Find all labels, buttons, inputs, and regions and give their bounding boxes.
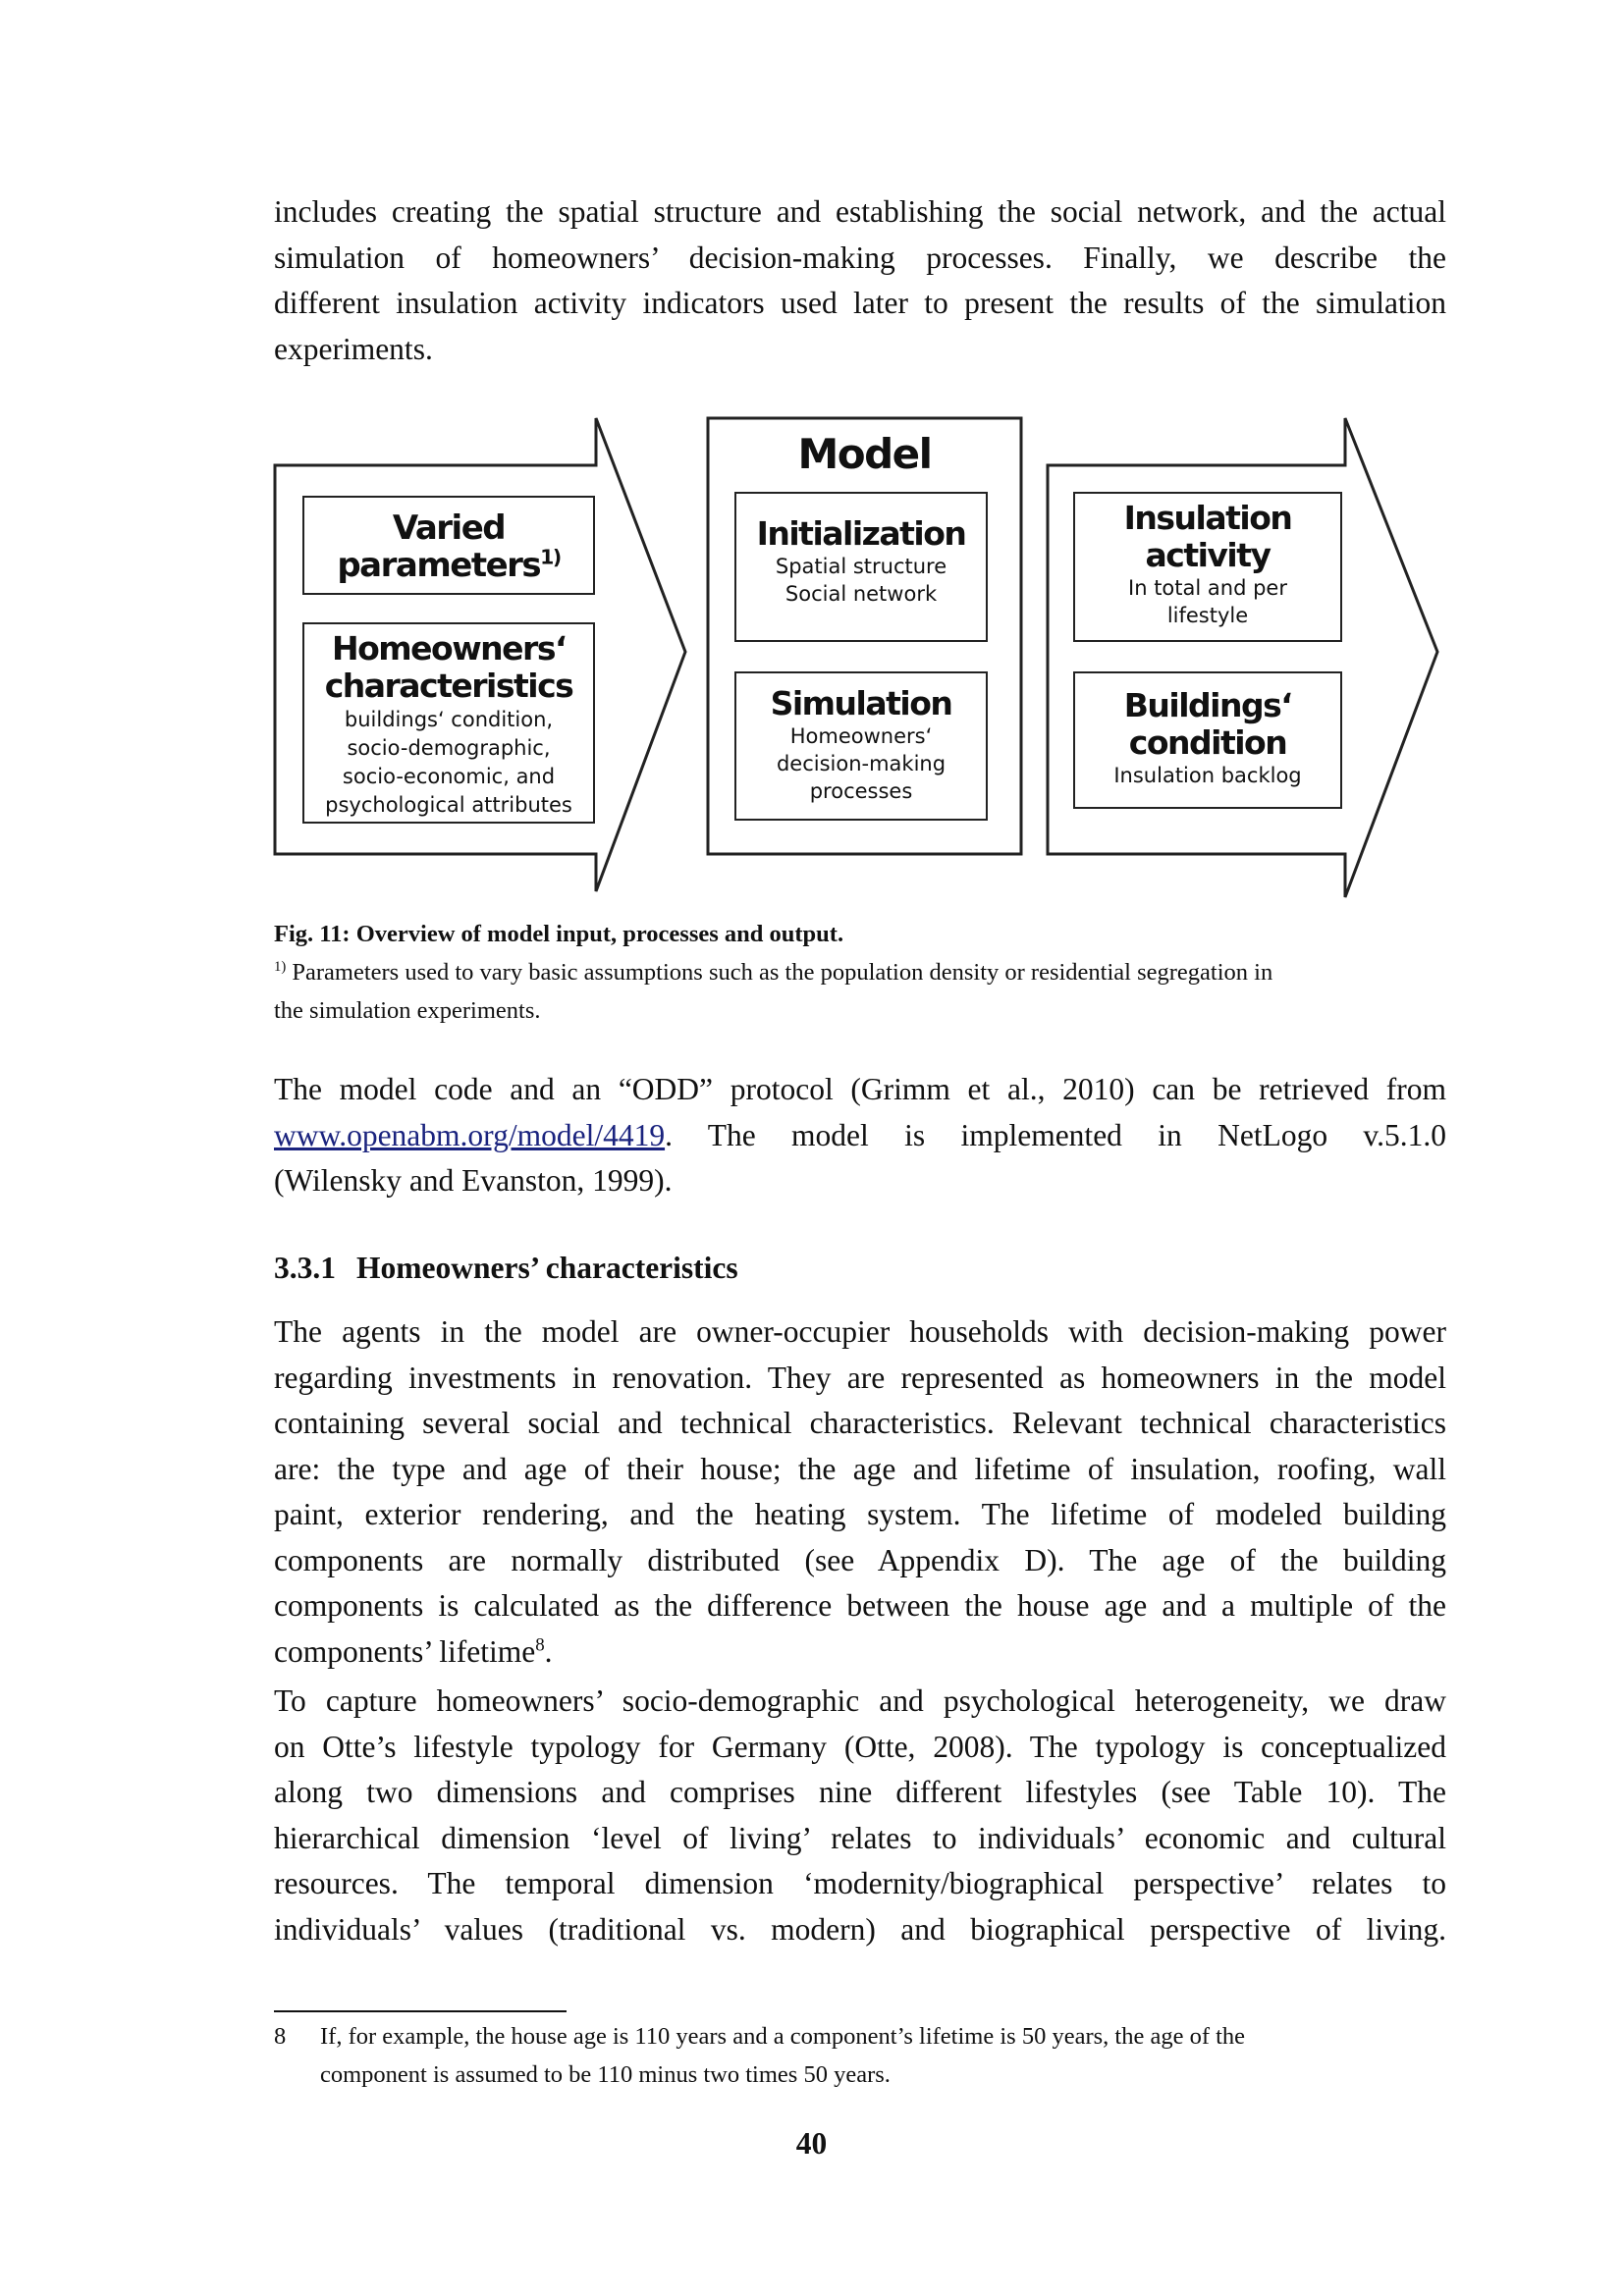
buildings-condition-details: Insulation backlog [1113, 764, 1302, 787]
text-line: simulation of homeowners’ decision-making processes. Finally, we describe the [274, 240, 1446, 275]
insulation-activity-title: Insulation activity [1123, 499, 1292, 574]
footnote-separator [274, 2010, 567, 2012]
text-line: The agents in the model are owner-occupier households with decision-making power [274, 1314, 1446, 1349]
agents-paragraph [274, 1309, 1446, 1675]
text-line: along two dimensions and comprises nine different lifestyles (see Table 10). The [274, 1775, 1446, 1809]
footnote [274, 2017, 1446, 2094]
text-line: To capture homeowners’ socio-demographic and psychological heterogeneity, we draw [274, 1683, 1446, 1718]
text-line: components are normally distributed (see Appendix D). The age of the building [274, 1542, 1446, 1577]
footnote-text: If, for example, the house age is 110 years and a component’s lifetime is 50 years, the age of the [320, 2023, 1246, 2050]
intro-paragraph [274, 189, 1446, 372]
text-line: resources. The temporal dimension ‘modernity/biographical perspective’ relates to [274, 1866, 1446, 1900]
lifestyle-paragraph [274, 1679, 1446, 1952]
figure-caption [274, 915, 1446, 1030]
text-line: regarding investments in renovation. They are represented as homeowners in the model [274, 1360, 1446, 1395]
insulation-activity-box [1073, 492, 1342, 642]
homeowners-characteristics-title: Homeowners‘ characteristics [324, 629, 573, 705]
figure-note-continued: the simulation experiments. [274, 997, 541, 1024]
buildings-condition-title: Buildings‘ condition [1123, 686, 1292, 762]
footnote-text-continued: component is assumed to be 110 minus two times 50 years. [320, 2061, 891, 2088]
varied-parameters-box [302, 496, 595, 595]
model-code-paragraph [274, 1067, 1446, 1204]
model-overview-diagram [269, 410, 1447, 901]
figure-caption-title: Fig. 11: Overview of model input, processes and output. [274, 921, 844, 947]
section-heading [274, 1249, 738, 1288]
footnote-reference: 8 [535, 1634, 545, 1655]
text-line: experiments. [274, 331, 433, 366]
text-line: The model code and an “ODD” protocol (Grimm et al., 2010) can be retrieved from [274, 1072, 1446, 1106]
page-number: 40 [795, 2126, 828, 2161]
output-arrow-shape [1048, 418, 1437, 897]
section-title: Homeowners’ characteristics [356, 1251, 738, 1285]
simulation-title: Simulation [770, 684, 952, 722]
text-line: different insulation activity indicators used later to present the results of the simulation [274, 286, 1446, 320]
text-line: individuals’ values (traditional vs. modern) and biographical perspective of living. [274, 1911, 1446, 1947]
text-line: on Otte’s lifestyle typology for Germany (Otte, 2008). The typology is conceptualized [274, 1729, 1446, 1764]
figure-note: $^{1)}$ Parameters used to vary basic assumptions such as the population density or residential segregation in [274, 958, 1273, 986]
text-line: includes creating the spatial structure and establishing the social network, and the actual [274, 194, 1446, 229]
footnote-number: 8 [274, 2023, 287, 2050]
varied-parameters-title: Varied parameters$^{1)}$ [337, 508, 561, 585]
text-line: components is calculated as the difference between the house age and a multiple of the [274, 1588, 1446, 1623]
section-number: 3.3.1 [274, 1251, 336, 1285]
initialization-title: Initialization [756, 514, 966, 553]
homeowners-characteristics-details: buildings‘ condition, socio-demographic, socio-economic, and psychological attributes [325, 708, 572, 817]
openabm-link[interactable]: www.openabm.org/model/4419 [274, 1117, 666, 1152]
text-line: are: the type and age of their house; the age and lifetime of insulation, roofing, wall [274, 1451, 1446, 1486]
insulation-activity-details: In total and per lifestyle [1128, 576, 1287, 627]
text-line: paint, exterior rendering, and the heating system. The lifetime of modeled building [274, 1497, 1446, 1531]
simulation-box [734, 671, 988, 821]
text-line: www.openabm.org/model/4419. The model is implemented in NetLogo v.5.1.0 [274, 1117, 1446, 1152]
text-line: components’ lifetime$^8$. [274, 1633, 553, 1669]
text-line: hierarchical dimension ‘level of living’ relates to individuals’ economic and cultural [274, 1820, 1446, 1855]
text-line: containing several social and technical characteristics. Relevant technical characteristics [274, 1406, 1446, 1440]
initialization-box [734, 492, 988, 642]
model-title: Model [797, 430, 932, 478]
buildings-condition-box [1073, 671, 1342, 809]
text-line: (Wilensky and Evanston, 1999). [274, 1163, 673, 1198]
initialization-details: Spatial structure Social network [775, 555, 947, 606]
simulation-details: Homeowners‘ decision-making processes [776, 724, 947, 803]
homeowners-characteristics-box [302, 622, 595, 824]
